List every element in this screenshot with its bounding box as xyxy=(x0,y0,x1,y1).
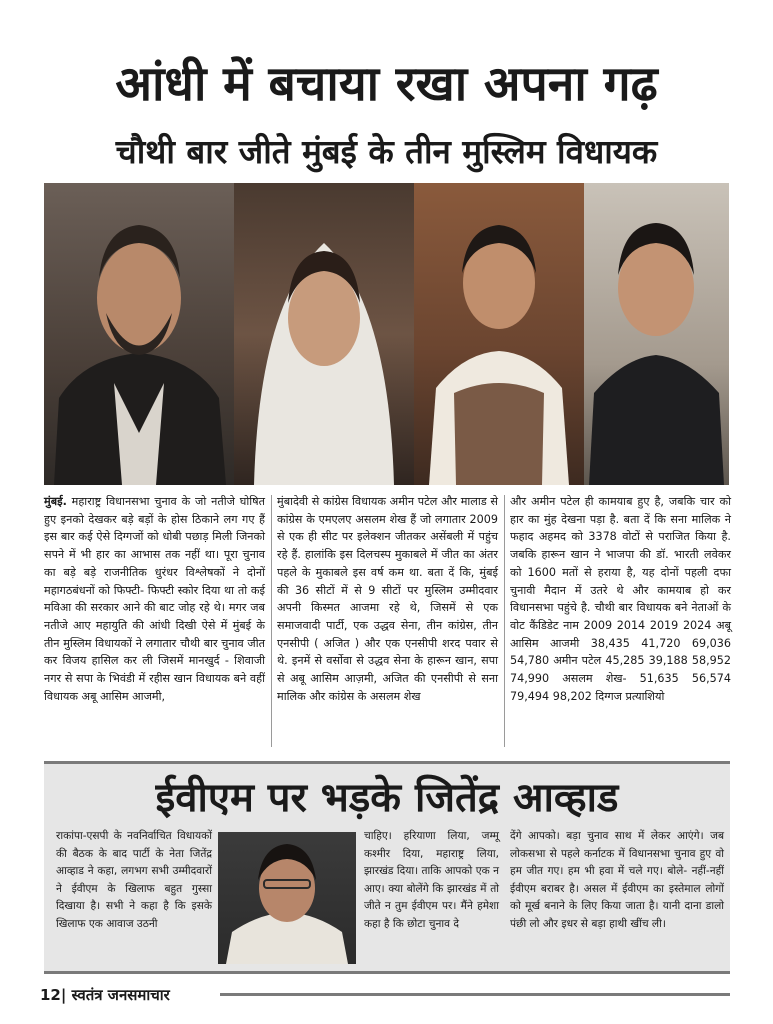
photo-politician-3 xyxy=(414,183,584,485)
article-column-1 xyxy=(44,493,265,705)
dateline: मुंबई. xyxy=(44,495,67,508)
photo-politician-1 xyxy=(44,183,234,485)
photo-politician-2 xyxy=(234,183,414,485)
sidebar-story-column-2: चाहिए। हरियाणा लिया, जम्मू कश्मीर दिया, महाराष्ट्र लिया, झारखंड दिया। ताकि आपको एक न आए। क्या बोलेंगे कि झारखंड में तो जीते न तुम ईवीएम पर। मैंने हमेशा कहा है कि छोटा चुनाव दे xyxy=(364,830,499,930)
footer-rule xyxy=(220,993,730,996)
subheadline: चौथी बार जीते मुंबई के तीन मुस्लिम विधायक xyxy=(115,132,658,171)
sidebar-story-box xyxy=(44,761,730,974)
page-footer xyxy=(40,985,170,1005)
headline: आंधी में बचाया रखा अपना गढ़ xyxy=(115,56,658,112)
column-divider xyxy=(271,495,272,747)
article-column-3: और अमीन पटेल ही कामयाब हुए है, जबकि चार को हार का मुंह देखना पड़ा है. बता दें कि सना मालिक ने फहाद अहमद को 3378 वोटों से पराजित किया है. जबकि हारून खान ने भाजपा की डॉ. भारती लवेकर को 1600 मतों से हराया है, यह दोनों पहली दफा चुनावी मैदान में उतरे थे और कामयाब हो कर विधानसभा पहुंचे है. चौथी बार विधायक बने नेताओं के वोट कैंडिडेट नाम 2009 2014 2019 2024 अबू आसिम आजमी 38,435 41,720 69,036 54,780 अमीन पटेल 45,285 39,188 58,952 74,990 असलम शेख- 51,635 56,574 79,494 98,202 दिग्गज प्रत्याशियो xyxy=(510,495,731,703)
sidebar-story-column-3: देंगे आपको। बड़ा चुनाव साथ में लेकर आएंगे। जब लोकसभा से पहले कर्नाटक में विधानसभा चुनाव हुए वो हम जीत गए। हम भी हवा में चले गए। बोले- नहीं-नहीं ईवीएम बराबर है। असल में ईवीएम का इस्तेमाल लोगों को मूर्ख बनाने के लिए किया जाता है। यानी दाना डालो पंछी लो और इधर से बड़ा हाथी खींच ली। xyxy=(510,830,724,930)
article-column-1-text: महाराष्ट्र विधानसभा चुनाव के जो नतीजे घोषित हुए इनको देखकर बड़े बड़ों के होस ठिकाने लग गए हैं इस बार कई ऐसे दिग्गजों को धोबी पछाड़ मिली जिनको सपने में भी हार का आभास तक नहीं था। पूरा चुनाव का बड़े बड़े राजनीतिक धुरंधर विश्लेषकों ने दोनों महागठबंधनों को फिफ्टी- फिफ्टी स्कोर दिया था तो कई मविआ की सरकार आने की बाट जोह रहे थे। मगर जब नतीजे आए महायुति की आंधी दिखी ऐसे में मुंबई के तीन मुस्लिम विधायकों ने लगातार चौथी बार चुनाव जीत कर विजय हासिल कर ली जिसमें मानखुर्द - शिवाजी नगर से सपा के भिवंडी में रहीस खान विधायक बने वहीं विधायक अबू आसिम आजमी, xyxy=(44,495,265,703)
photo-jitendra-awhad xyxy=(218,832,356,964)
publication-name: स्वतंत्र जनसमाचार xyxy=(66,986,170,1004)
footer-separator: | xyxy=(60,986,67,1004)
photo-strip xyxy=(44,183,729,485)
page-number: 12 xyxy=(40,986,61,1004)
sidebar-story-column-1: राकांपा-एसपी के नवनिर्वाचित विधायकों की बैठक के बाद पार्टी के नेता जितेंद्र आव्हाड ने कहा, लगभग सभी उम्मीदवारों ने ईवीएम के खिलाफ बहुत गुस्सा दिखाया है। सभी ने कहा है कि इसके खिलाफ एक आवाज उठनी xyxy=(56,830,212,930)
sidebar-story-title: ईवीएम पर भड़के जितेंद्र आव्हाड xyxy=(155,775,619,821)
column-divider xyxy=(504,495,505,747)
article-body xyxy=(44,493,731,755)
article-column-2: मुंबादेवी से कांग्रेस विधायक अमीन पटेल और मालाड से कांग्रेस के एमएलए असलम शेख हैं जो लगातार 2009 से एक ही सीट पर इलेक्शन जीतकर असेंबली में पहुंच रहे हैं. हालांकि इस दिलचस्प मुकाबले में जीत का अंतर पहले के मुकाबले इस वर्ष कम था. बता दें कि, मुंबई की 36 सीटों में से 9 सीटों पर मुस्लिम उम्मीदवार अपनी किस्मत आजमा रहे थे, जिसमें से एक समाजवादी पार्टी, एक उद्धव सेना, तीन कांग्रेस, तीन एनसीपी ( अजित ) और एक एनसीपी शरद पवार से थे. इनमें से वर्सोवा से उद्धव सेना के हारून खान, सपा से अबू आसिम आज़मी, अजित की एनसीपी से सना मालिक और कांग्रेस के असलम शेख xyxy=(277,495,498,703)
photo-politician-4 xyxy=(584,183,729,485)
